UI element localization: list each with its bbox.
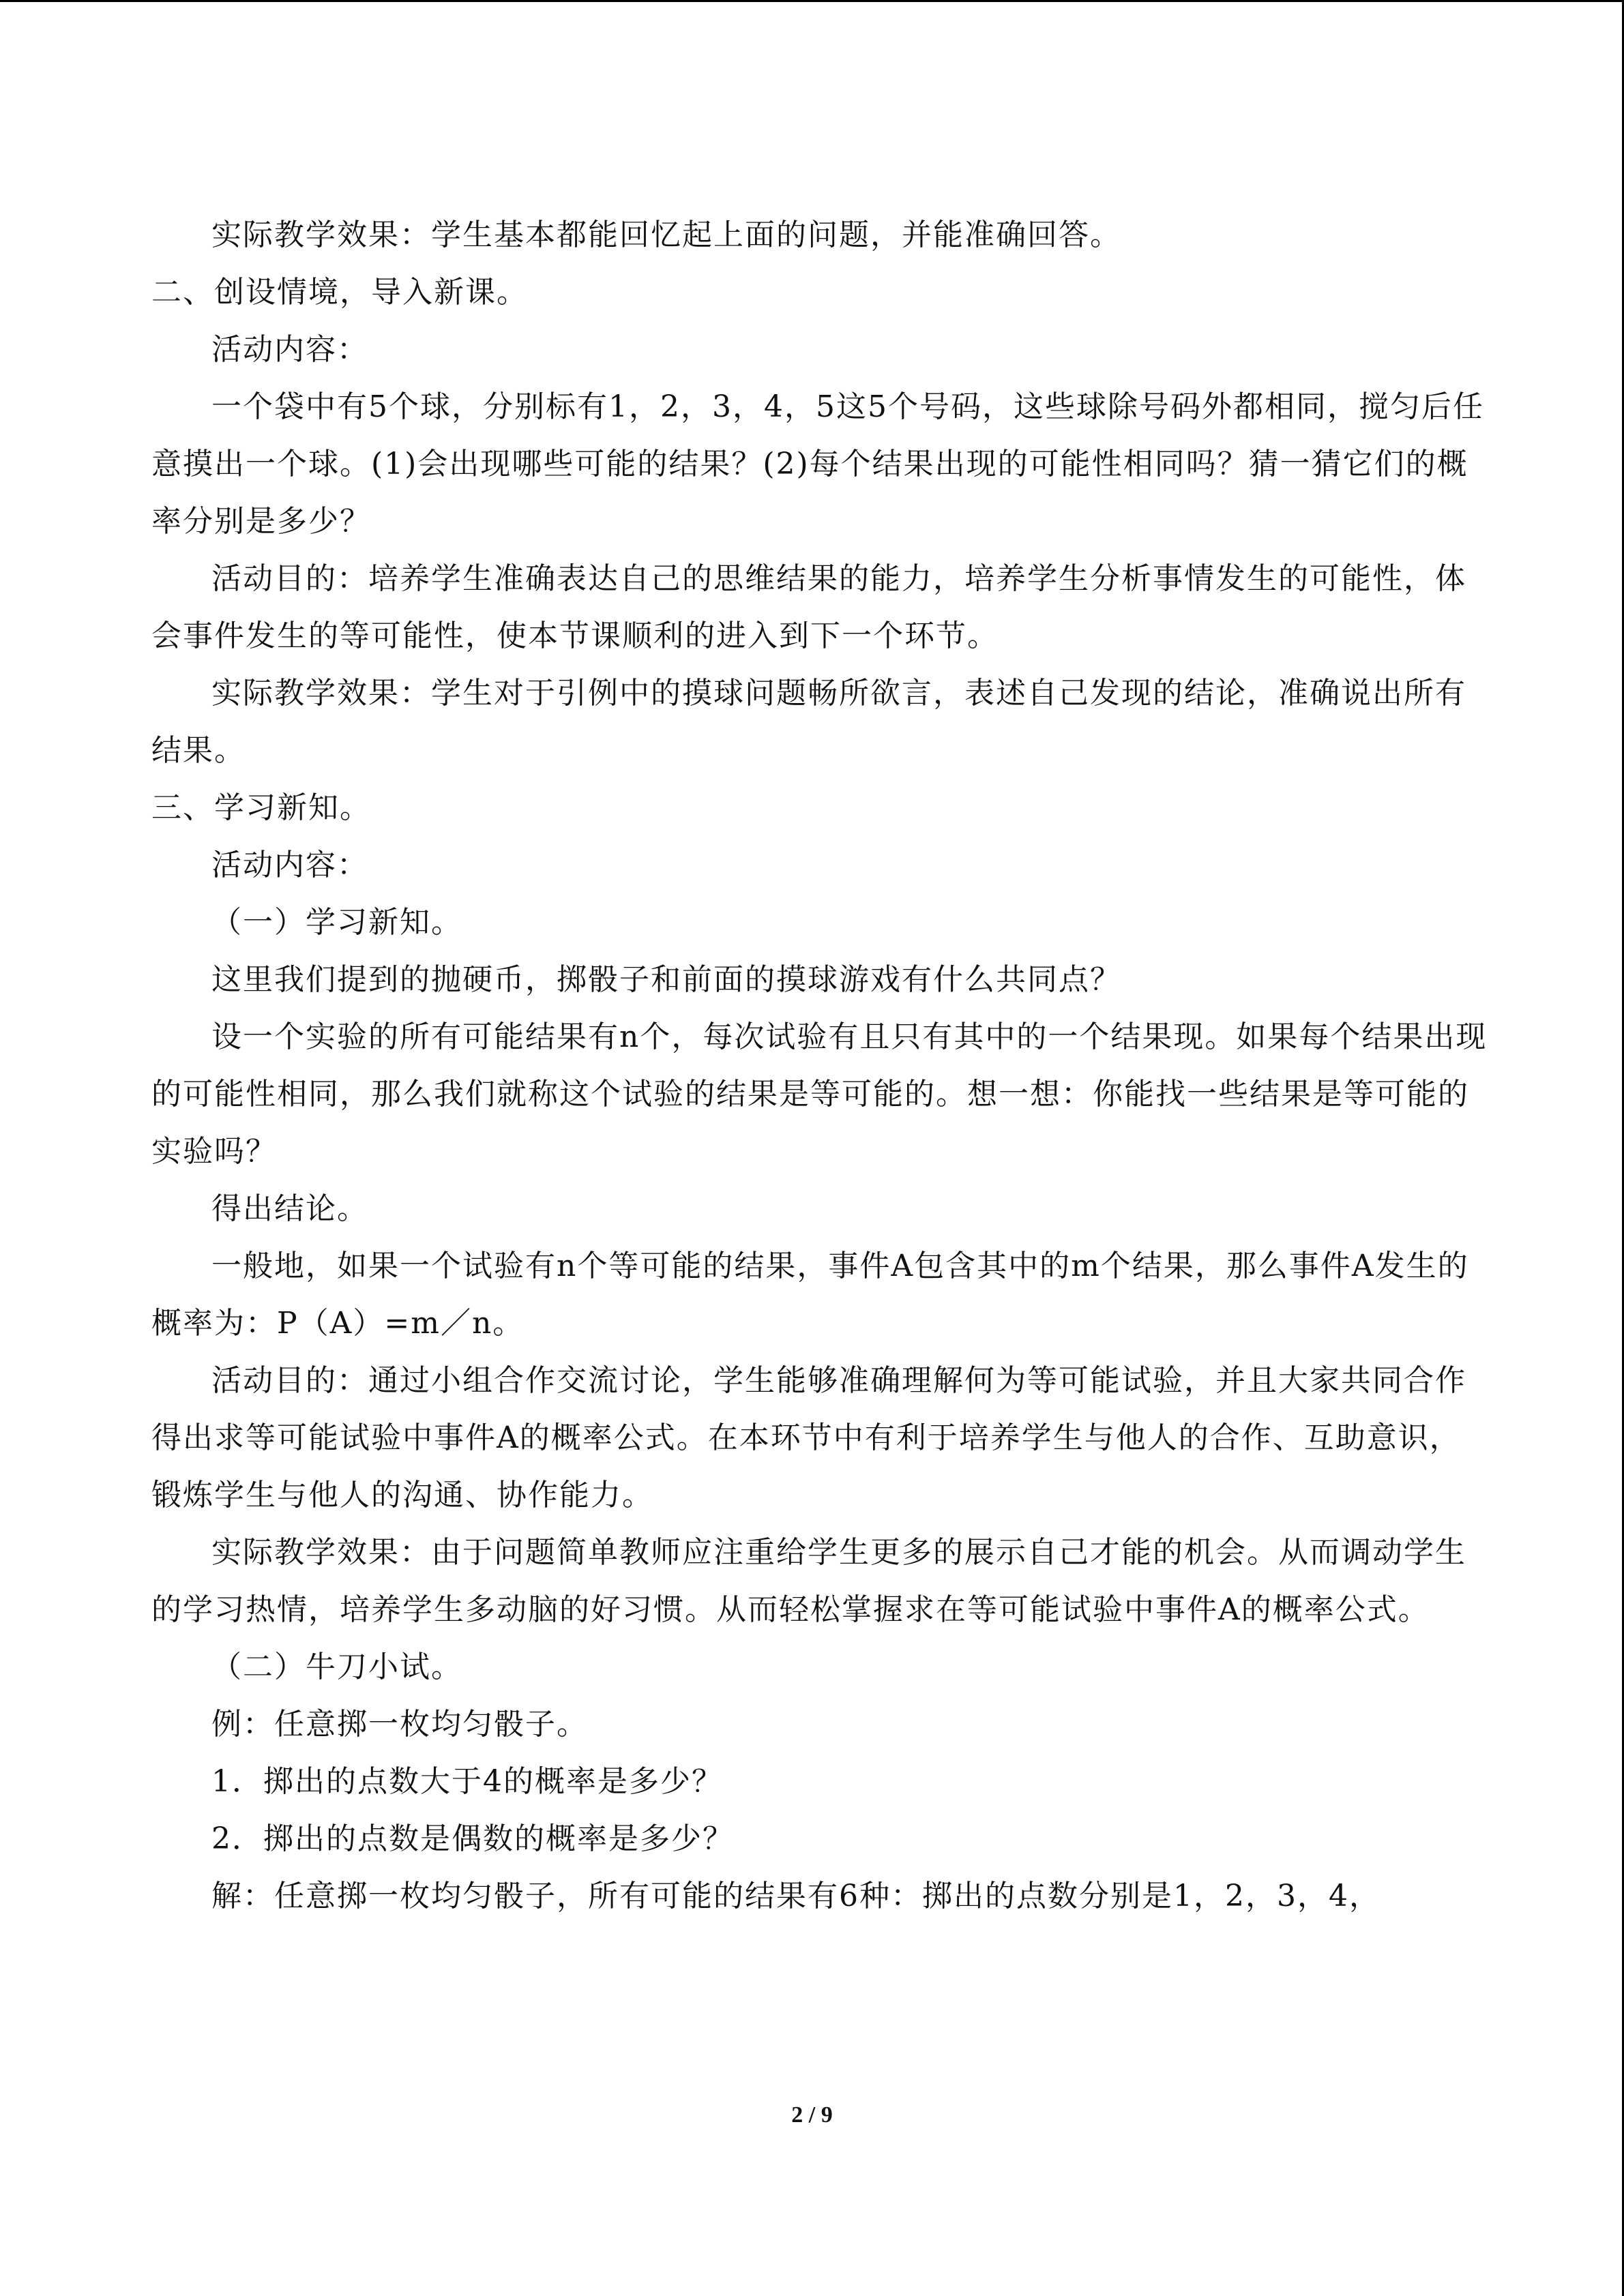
paragraph: 一个袋中有5个球，分别标有1，2，3，4，5这5个号码，这些球除号码外都相同，搅匀后任意摸出一个球。(1)会出现哪些可能的结果？(2)每个结果出现的可能性相同吗？猜一猜它们的概率分别是多少？ xyxy=(151,389,1484,539)
paragraph: 这里我们提到的抛硬币，掷骰子和前面的摸球游戏有什么共同点？ xyxy=(211,962,1121,997)
paragraph: 1．掷出的点数大于4的概率是多少？ xyxy=(211,1764,723,1799)
page-number: 2 / 9 xyxy=(791,2102,833,2128)
paragraph: 三、学习新知。 xyxy=(151,790,371,825)
paragraph: 设一个实验的所有可能结果有n个，每次试验有且只有其中的一个结果现。如果每个结果出现的可能性相同，那么我们就称这个试验的结果是等可能的。想一想：你能找一些结果是等可能的实验吗？ xyxy=(151,1019,1488,1169)
paragraph: 得出结论。 xyxy=(211,1191,368,1226)
paragraph: 一般地，如果一个试验有n个等可能的结果，事件A包含其中的m个结果，那么事件A发生的概率为：P（A）=m／n。 xyxy=(151,1249,1469,1341)
paragraph: 2．掷出的点数是偶数的概率是多少？ xyxy=(211,1821,734,1856)
paragraph: 例：任意掷一枚均匀骰子。 xyxy=(211,1707,588,1742)
paragraph: 活动目的：通过小组合作交流讨论，学生能够准确理解何为等可能试验，并且大家共同合作得出求等可能试验中事件A的概率公式。在本环节中有利于培养学生与他人的合作、互助意识，锻炼学生与他人的沟通、协作能力。 xyxy=(151,1363,1466,1512)
paragraph: 活动内容： xyxy=(211,848,368,882)
document-body xyxy=(151,207,1488,1925)
paragraph: 实际教学效果：学生基本都能回忆起上面的问题，并能准确回答。 xyxy=(211,218,1121,252)
paragraph: （一）学习新知。 xyxy=(211,905,462,940)
paragraph: 解：任意掷一枚均匀骰子，所有可能的结果有6种：掷出的点数分别是1，2，3，4， xyxy=(211,1879,1381,1913)
paragraph: 二、创设情境，导入新课。 xyxy=(151,275,528,310)
paragraph: 活动目的：培养学生准确表达自己的思维结果的能力，培养学生分析事情发生的可能性，体会事件发生的等可能性，使本节课顺利的进入到下一个环节。 xyxy=(151,561,1466,653)
paragraph: 活动内容： xyxy=(211,332,368,367)
paragraph: （二）牛刀小试。 xyxy=(211,1650,462,1684)
paragraph: 实际教学效果：学生对于引例中的摸球问题畅所欲言，表述自己发现的结论，准确说出所有结果。 xyxy=(151,676,1466,768)
paragraph: 实际教学效果：由于问题简单教师应注重给学生更多的展示自己才能的机会。从而调动学生的学习热情，培养学生多动脑的好习惯。从而轻松掌握求在等可能试验中事件A的概率公式。 xyxy=(151,1535,1466,1627)
